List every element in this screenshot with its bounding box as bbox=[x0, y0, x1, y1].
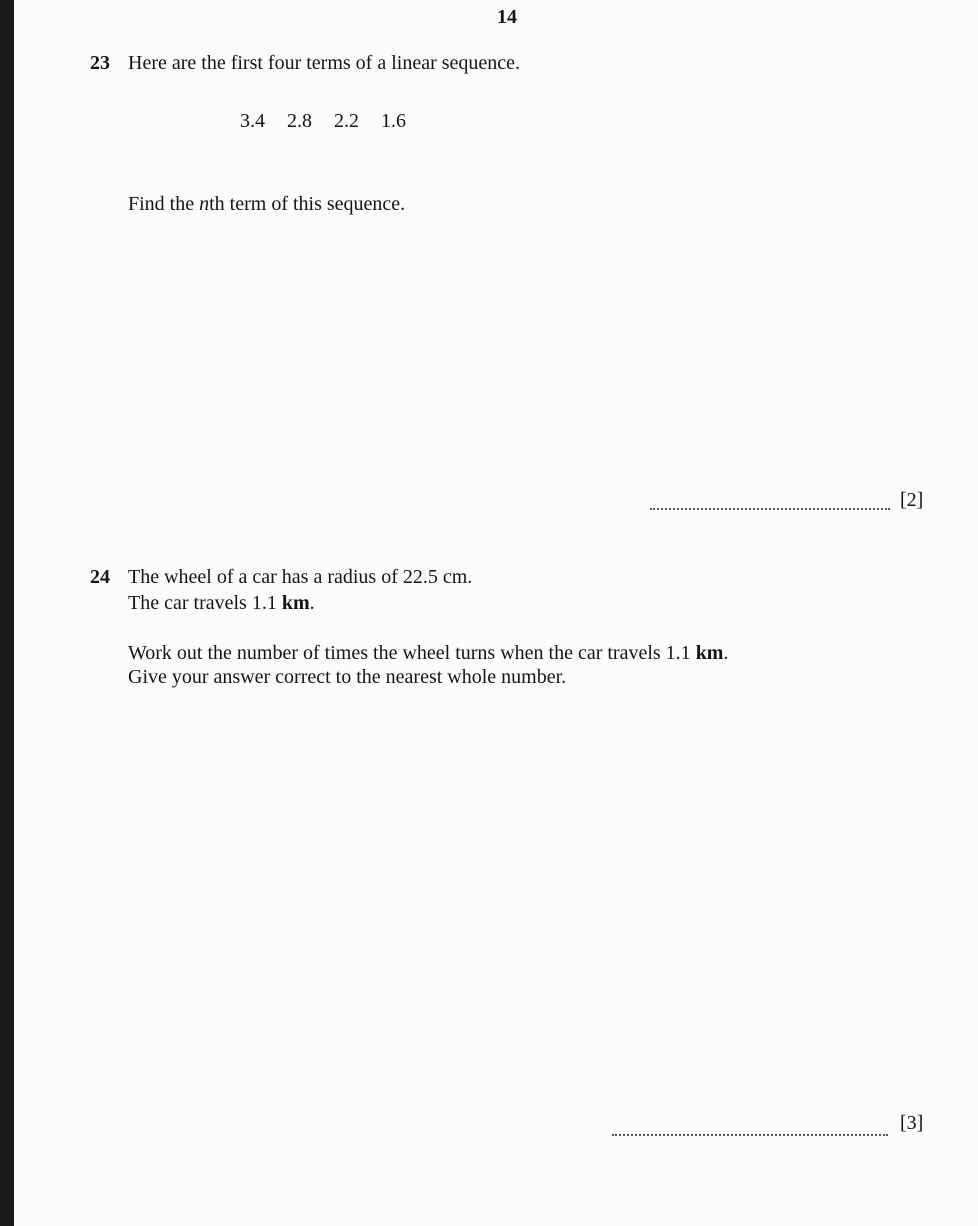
question-24-line-2: The car travels 1.1 km. bbox=[128, 592, 315, 614]
sequence-term: 3.4 bbox=[240, 110, 265, 132]
question-23-intro: Here are the first four terms of a linear sequence. bbox=[128, 52, 521, 74]
variable-n: n bbox=[199, 193, 210, 215]
sequence-term: 2.2 bbox=[334, 110, 359, 132]
question-23-answer-line[interactable] bbox=[650, 508, 890, 510]
question-23-task: Find the nth term of this sequence. bbox=[128, 193, 406, 215]
question-23-number: 23 bbox=[90, 52, 110, 74]
sequence-term: 1.6 bbox=[381, 110, 406, 132]
sequence-terms bbox=[240, 110, 406, 133]
page-number: 14 bbox=[497, 6, 517, 28]
question-24-line-1: The wheel of a car has a radius of 22.5 cm. bbox=[128, 566, 473, 588]
question-24-number: 24 bbox=[90, 566, 110, 588]
sequence-term: 2.8 bbox=[287, 110, 312, 132]
exam-page bbox=[14, 0, 978, 1226]
question-24-line-3: Work out the number of times the wheel turns when the car travels 1.1 km. bbox=[128, 642, 729, 664]
question-24-answer-line[interactable] bbox=[612, 1134, 888, 1136]
question-24-line-4: Give your answer correct to the nearest whole number. bbox=[128, 666, 567, 688]
question-24-marks: [3] bbox=[900, 1112, 924, 1134]
question-23-marks: [2] bbox=[900, 489, 924, 511]
